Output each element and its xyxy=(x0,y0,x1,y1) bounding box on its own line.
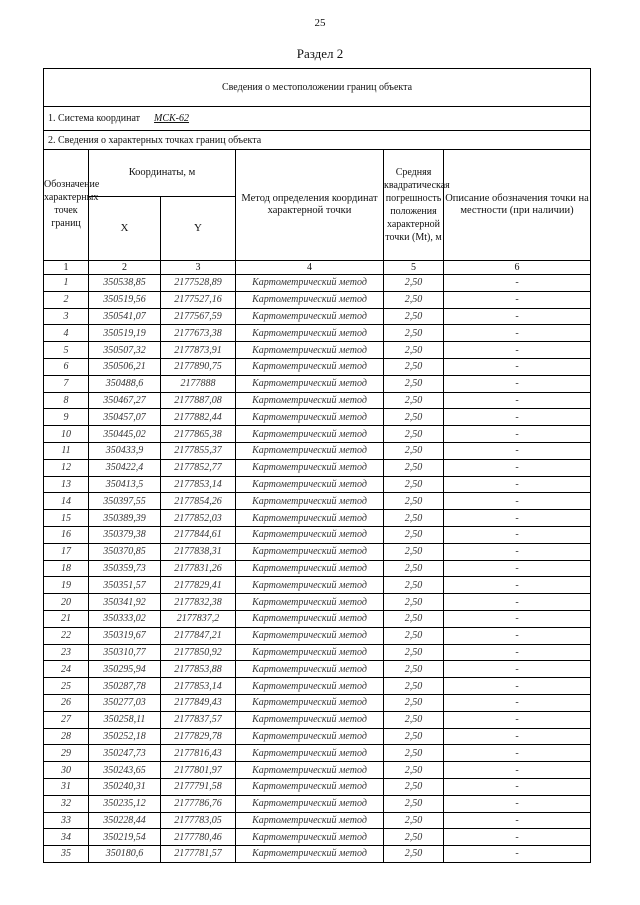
table-row xyxy=(44,308,591,325)
x-coordinate-cell: 350252,18 xyxy=(89,728,161,745)
table-row xyxy=(44,610,591,627)
method-cell: Картометрический метод xyxy=(236,543,384,560)
table-row xyxy=(44,459,591,476)
table-row xyxy=(44,778,591,795)
x-coordinate-cell: 350397,55 xyxy=(89,493,161,510)
y-coordinate-cell: 2177887,08 xyxy=(161,392,236,409)
accuracy-cell: 2,50 xyxy=(384,560,444,577)
table-row xyxy=(44,762,591,779)
point-number-cell: 15 xyxy=(44,510,89,527)
point-number-cell: 13 xyxy=(44,476,89,493)
point-number-cell: 26 xyxy=(44,694,89,711)
accuracy-cell: 2,50 xyxy=(384,795,444,812)
description-cell: - xyxy=(444,493,591,510)
x-coordinate-cell: 350359,73 xyxy=(89,560,161,577)
description-cell: - xyxy=(444,543,591,560)
accuracy-cell: 2,50 xyxy=(384,829,444,846)
boundary-points-table xyxy=(43,68,591,863)
y-coordinate-cell: 2177853,14 xyxy=(161,476,236,493)
x-coordinate-cell: 350247,73 xyxy=(89,745,161,762)
description-cell: - xyxy=(444,594,591,611)
x-coordinate-cell: 350258,11 xyxy=(89,711,161,728)
method-cell: Картометрический метод xyxy=(236,694,384,711)
x-coordinate-cell: 350488,6 xyxy=(89,375,161,392)
method-cell: Картометрический метод xyxy=(236,526,384,543)
header-point-designation: Обозначение характерных точек границ xyxy=(44,150,89,261)
x-coordinate-cell: 350243,65 xyxy=(89,762,161,779)
description-cell: - xyxy=(444,627,591,644)
y-coordinate-cell: 2177849,43 xyxy=(161,694,236,711)
accuracy-cell: 2,50 xyxy=(384,846,444,863)
table-row xyxy=(44,728,591,745)
description-cell: - xyxy=(444,711,591,728)
table-row xyxy=(44,711,591,728)
point-number-cell: 7 xyxy=(44,375,89,392)
table-row xyxy=(44,795,591,812)
x-coordinate-cell: 350295,94 xyxy=(89,661,161,678)
method-cell: Картометрический метод xyxy=(236,392,384,409)
description-cell: - xyxy=(444,409,591,426)
y-coordinate-cell: 2177791,58 xyxy=(161,778,236,795)
x-coordinate-cell: 350445,02 xyxy=(89,426,161,443)
x-coordinate-cell: 350351,57 xyxy=(89,577,161,594)
accuracy-cell: 2,50 xyxy=(384,459,444,476)
method-cell: Картометрический метод xyxy=(236,610,384,627)
x-coordinate-cell: 350413,5 xyxy=(89,476,161,493)
point-number-cell: 29 xyxy=(44,745,89,762)
y-coordinate-cell: 2177852,77 xyxy=(161,459,236,476)
accuracy-cell: 2,50 xyxy=(384,627,444,644)
description-cell: - xyxy=(444,644,591,661)
method-cell: Картометрический метод xyxy=(236,560,384,577)
method-cell: Картометрический метод xyxy=(236,812,384,829)
method-cell: Картометрический метод xyxy=(236,846,384,863)
accuracy-cell: 2,50 xyxy=(384,594,444,611)
x-coordinate-cell: 350519,56 xyxy=(89,291,161,308)
y-coordinate-cell: 2177850,92 xyxy=(161,644,236,661)
table-row xyxy=(44,358,591,375)
description-cell: - xyxy=(444,275,591,292)
x-coordinate-cell: 350310,77 xyxy=(89,644,161,661)
x-coordinate-cell: 350219,54 xyxy=(89,829,161,846)
x-coordinate-cell: 350341,92 xyxy=(89,594,161,611)
accuracy-cell: 2,50 xyxy=(384,610,444,627)
y-coordinate-cell: 2177786,76 xyxy=(161,795,236,812)
method-cell: Картометрический метод xyxy=(236,577,384,594)
accuracy-cell: 2,50 xyxy=(384,476,444,493)
coordinate-system-row xyxy=(44,107,591,131)
header-method: Метод определения координат характерной точки xyxy=(236,150,384,261)
description-cell: - xyxy=(444,426,591,443)
accuracy-cell: 2,50 xyxy=(384,762,444,779)
description-cell: - xyxy=(444,762,591,779)
y-coordinate-cell: 2177816,43 xyxy=(161,745,236,762)
y-coordinate-cell: 2177853,14 xyxy=(161,678,236,695)
accuracy-cell: 2,50 xyxy=(384,543,444,560)
x-coordinate-cell: 350235,12 xyxy=(89,795,161,812)
page-number: 25 xyxy=(314,17,326,29)
point-number-cell: 27 xyxy=(44,711,89,728)
x-coordinate-cell: 350180,6 xyxy=(89,846,161,863)
method-cell: Картометрический метод xyxy=(236,275,384,292)
table-row xyxy=(44,493,591,510)
description-cell: - xyxy=(444,358,591,375)
x-coordinate-cell: 350240,31 xyxy=(89,778,161,795)
method-cell: Картометрический метод xyxy=(236,375,384,392)
point-number-cell: 28 xyxy=(44,728,89,745)
description-cell: - xyxy=(444,829,591,846)
table-row xyxy=(44,442,591,459)
description-cell: - xyxy=(444,745,591,762)
table-row xyxy=(44,476,591,493)
column-number: 6 xyxy=(444,261,591,275)
point-number-cell: 1 xyxy=(44,275,89,292)
x-coordinate-cell: 350467,27 xyxy=(89,392,161,409)
y-coordinate-cell: 2177854,26 xyxy=(161,493,236,510)
y-coordinate-cell: 2177888 xyxy=(161,375,236,392)
method-cell: Картометрический метод xyxy=(236,644,384,661)
table-row xyxy=(44,375,591,392)
points-heading: 2. Сведения о характерных точках границ объекта xyxy=(44,131,591,150)
table-row xyxy=(44,829,591,846)
method-cell: Картометрический метод xyxy=(236,291,384,308)
accuracy-cell: 2,50 xyxy=(384,510,444,527)
accuracy-cell: 2,50 xyxy=(384,711,444,728)
point-number-cell: 32 xyxy=(44,795,89,812)
table-row xyxy=(44,409,591,426)
description-cell: - xyxy=(444,375,591,392)
column-number: 3 xyxy=(161,261,236,275)
description-cell: - xyxy=(444,812,591,829)
description-cell: - xyxy=(444,459,591,476)
point-number-cell: 14 xyxy=(44,493,89,510)
description-cell: - xyxy=(444,795,591,812)
description-cell: - xyxy=(444,778,591,795)
accuracy-cell: 2,50 xyxy=(384,375,444,392)
y-coordinate-cell: 2177567,59 xyxy=(161,308,236,325)
method-cell: Картометрический метод xyxy=(236,459,384,476)
x-coordinate-cell: 350319,67 xyxy=(89,627,161,644)
header-y: Y xyxy=(161,197,236,261)
method-cell: Картометрический метод xyxy=(236,711,384,728)
accuracy-cell: 2,50 xyxy=(384,678,444,695)
point-number-cell: 11 xyxy=(44,442,89,459)
method-cell: Картометрический метод xyxy=(236,778,384,795)
y-coordinate-cell: 2177865,38 xyxy=(161,426,236,443)
point-number-cell: 5 xyxy=(44,342,89,359)
method-cell: Картометрический метод xyxy=(236,728,384,745)
y-coordinate-cell: 2177853,88 xyxy=(161,661,236,678)
accuracy-cell: 2,50 xyxy=(384,342,444,359)
accuracy-cell: 2,50 xyxy=(384,275,444,292)
section-title: Раздел 2 xyxy=(296,46,344,61)
point-number-cell: 33 xyxy=(44,812,89,829)
point-number-cell: 9 xyxy=(44,409,89,426)
point-number-cell: 4 xyxy=(44,325,89,342)
table-row xyxy=(44,526,591,543)
point-number-cell: 30 xyxy=(44,762,89,779)
method-cell: Картометрический метод xyxy=(236,678,384,695)
point-number-cell: 25 xyxy=(44,678,89,695)
table-row xyxy=(44,694,591,711)
method-cell: Картометрический метод xyxy=(236,594,384,611)
description-cell: - xyxy=(444,577,591,594)
description-cell: - xyxy=(444,392,591,409)
x-coordinate-cell: 350333,02 xyxy=(89,610,161,627)
column-number-row xyxy=(44,261,591,275)
description-cell: - xyxy=(444,610,591,627)
y-coordinate-cell: 2177832,38 xyxy=(161,594,236,611)
y-coordinate-cell: 2177855,37 xyxy=(161,442,236,459)
point-number-cell: 20 xyxy=(44,594,89,611)
table-row xyxy=(44,661,591,678)
table-row xyxy=(44,627,591,644)
description-cell: - xyxy=(444,342,591,359)
description-cell: - xyxy=(444,661,591,678)
table-row xyxy=(44,291,591,308)
description-cell: - xyxy=(444,325,591,342)
column-number: 2 xyxy=(89,261,161,275)
method-cell: Картометрический метод xyxy=(236,358,384,375)
x-coordinate-cell: 350541,07 xyxy=(89,308,161,325)
y-coordinate-cell: 2177527,16 xyxy=(161,291,236,308)
x-coordinate-cell: 350228,44 xyxy=(89,812,161,829)
point-number-cell: 24 xyxy=(44,661,89,678)
coordinate-system-label: 1. Система координат xyxy=(48,113,141,124)
method-cell: Картометрический метод xyxy=(236,325,384,342)
header-accuracy: Средняя квадратическая погрешность положения характерной точки (Mt), м xyxy=(384,150,444,261)
accuracy-cell: 2,50 xyxy=(384,308,444,325)
method-cell: Картометрический метод xyxy=(236,795,384,812)
method-cell: Картометрический метод xyxy=(236,627,384,644)
accuracy-cell: 2,50 xyxy=(384,778,444,795)
method-cell: Картометрический метод xyxy=(236,426,384,443)
description-cell: - xyxy=(444,308,591,325)
y-coordinate-cell: 2177781,57 xyxy=(161,846,236,863)
y-coordinate-cell: 2177844,61 xyxy=(161,526,236,543)
table-row xyxy=(44,644,591,661)
description-cell: - xyxy=(444,694,591,711)
y-coordinate-cell: 2177852,03 xyxy=(161,510,236,527)
column-number: 4 xyxy=(236,261,384,275)
method-cell: Картометрический метод xyxy=(236,510,384,527)
x-coordinate-cell: 350433,9 xyxy=(89,442,161,459)
y-coordinate-cell: 2177780,46 xyxy=(161,829,236,846)
table-row xyxy=(44,812,591,829)
table-row xyxy=(44,560,591,577)
y-coordinate-cell: 2177847,21 xyxy=(161,627,236,644)
method-cell: Картометрический метод xyxy=(236,661,384,678)
table-row xyxy=(44,510,591,527)
x-coordinate-cell: 350519,19 xyxy=(89,325,161,342)
y-coordinate-cell: 2177837,2 xyxy=(161,610,236,627)
method-cell: Картометрический метод xyxy=(236,308,384,325)
table-row xyxy=(44,392,591,409)
method-cell: Картометрический метод xyxy=(236,442,384,459)
point-number-cell: 19 xyxy=(44,577,89,594)
accuracy-cell: 2,50 xyxy=(384,577,444,594)
point-number-cell: 34 xyxy=(44,829,89,846)
y-coordinate-cell: 2177673,38 xyxy=(161,325,236,342)
x-coordinate-cell: 350506,21 xyxy=(89,358,161,375)
accuracy-cell: 2,50 xyxy=(384,644,444,661)
point-number-cell: 17 xyxy=(44,543,89,560)
description-cell: - xyxy=(444,678,591,695)
header-description: Описание обозначения точки на местности (при наличии) xyxy=(444,150,591,261)
table-title: Сведения о местоположении границ объекта xyxy=(44,69,591,107)
description-cell: - xyxy=(444,560,591,577)
accuracy-cell: 2,50 xyxy=(384,426,444,443)
method-cell: Картометрический метод xyxy=(236,762,384,779)
accuracy-cell: 2,50 xyxy=(384,812,444,829)
accuracy-cell: 2,50 xyxy=(384,526,444,543)
description-cell: - xyxy=(444,291,591,308)
description-cell: - xyxy=(444,442,591,459)
column-number: 1 xyxy=(44,261,89,275)
y-coordinate-cell: 2177829,78 xyxy=(161,728,236,745)
table-row xyxy=(44,846,591,863)
table-row xyxy=(44,543,591,560)
description-cell: - xyxy=(444,846,591,863)
accuracy-cell: 2,50 xyxy=(384,745,444,762)
method-cell: Картометрический метод xyxy=(236,829,384,846)
accuracy-cell: 2,50 xyxy=(384,325,444,342)
method-cell: Картометрический метод xyxy=(236,476,384,493)
x-coordinate-cell: 350389,39 xyxy=(89,510,161,527)
table-row xyxy=(44,325,591,342)
table-row xyxy=(44,594,591,611)
point-number-cell: 21 xyxy=(44,610,89,627)
y-coordinate-cell: 2177783,05 xyxy=(161,812,236,829)
accuracy-cell: 2,50 xyxy=(384,728,444,745)
accuracy-cell: 2,50 xyxy=(384,694,444,711)
y-coordinate-cell: 2177837,57 xyxy=(161,711,236,728)
point-number-cell: 2 xyxy=(44,291,89,308)
accuracy-cell: 2,50 xyxy=(384,291,444,308)
y-coordinate-cell: 2177829,41 xyxy=(161,577,236,594)
column-number: 5 xyxy=(384,261,444,275)
x-coordinate-cell: 350507,32 xyxy=(89,342,161,359)
description-cell: - xyxy=(444,526,591,543)
y-coordinate-cell: 2177528,89 xyxy=(161,275,236,292)
point-number-cell: 23 xyxy=(44,644,89,661)
table-row xyxy=(44,342,591,359)
point-number-cell: 16 xyxy=(44,526,89,543)
point-number-cell: 6 xyxy=(44,358,89,375)
table-row xyxy=(44,426,591,443)
header-x: X xyxy=(89,197,161,261)
x-coordinate-cell: 350538,85 xyxy=(89,275,161,292)
table-row xyxy=(44,678,591,695)
y-coordinate-cell: 2177831,26 xyxy=(161,560,236,577)
x-coordinate-cell: 350379,38 xyxy=(89,526,161,543)
y-coordinate-cell: 2177801,97 xyxy=(161,762,236,779)
point-number-cell: 22 xyxy=(44,627,89,644)
method-cell: Картометрический метод xyxy=(236,409,384,426)
point-number-cell: 10 xyxy=(44,426,89,443)
description-cell: - xyxy=(444,510,591,527)
table-row xyxy=(44,577,591,594)
x-coordinate-cell: 350277,03 xyxy=(89,694,161,711)
accuracy-cell: 2,50 xyxy=(384,392,444,409)
accuracy-cell: 2,50 xyxy=(384,442,444,459)
coordinate-system-value: МСК-62 xyxy=(154,113,190,124)
y-coordinate-cell: 2177882,44 xyxy=(161,409,236,426)
accuracy-cell: 2,50 xyxy=(384,661,444,678)
point-number-cell: 18 xyxy=(44,560,89,577)
y-coordinate-cell: 2177873,91 xyxy=(161,342,236,359)
method-cell: Картометрический метод xyxy=(236,493,384,510)
table-row xyxy=(44,275,591,292)
x-coordinate-cell: 350287,78 xyxy=(89,678,161,695)
x-coordinate-cell: 350457,07 xyxy=(89,409,161,426)
point-number-cell: 8 xyxy=(44,392,89,409)
point-number-cell: 31 xyxy=(44,778,89,795)
y-coordinate-cell: 2177890,75 xyxy=(161,358,236,375)
y-coordinate-cell: 2177838,31 xyxy=(161,543,236,560)
point-number-cell: 35 xyxy=(44,846,89,863)
method-cell: Картометрический метод xyxy=(236,745,384,762)
point-number-cell: 3 xyxy=(44,308,89,325)
x-coordinate-cell: 350370,85 xyxy=(89,543,161,560)
header-coordinates: Координаты, м xyxy=(89,150,236,197)
table-row xyxy=(44,745,591,762)
accuracy-cell: 2,50 xyxy=(384,358,444,375)
x-coordinate-cell: 350422,4 xyxy=(89,459,161,476)
accuracy-cell: 2,50 xyxy=(384,493,444,510)
point-number-cell: 12 xyxy=(44,459,89,476)
description-cell: - xyxy=(444,728,591,745)
method-cell: Картометрический метод xyxy=(236,342,384,359)
accuracy-cell: 2,50 xyxy=(384,409,444,426)
description-cell: - xyxy=(444,476,591,493)
